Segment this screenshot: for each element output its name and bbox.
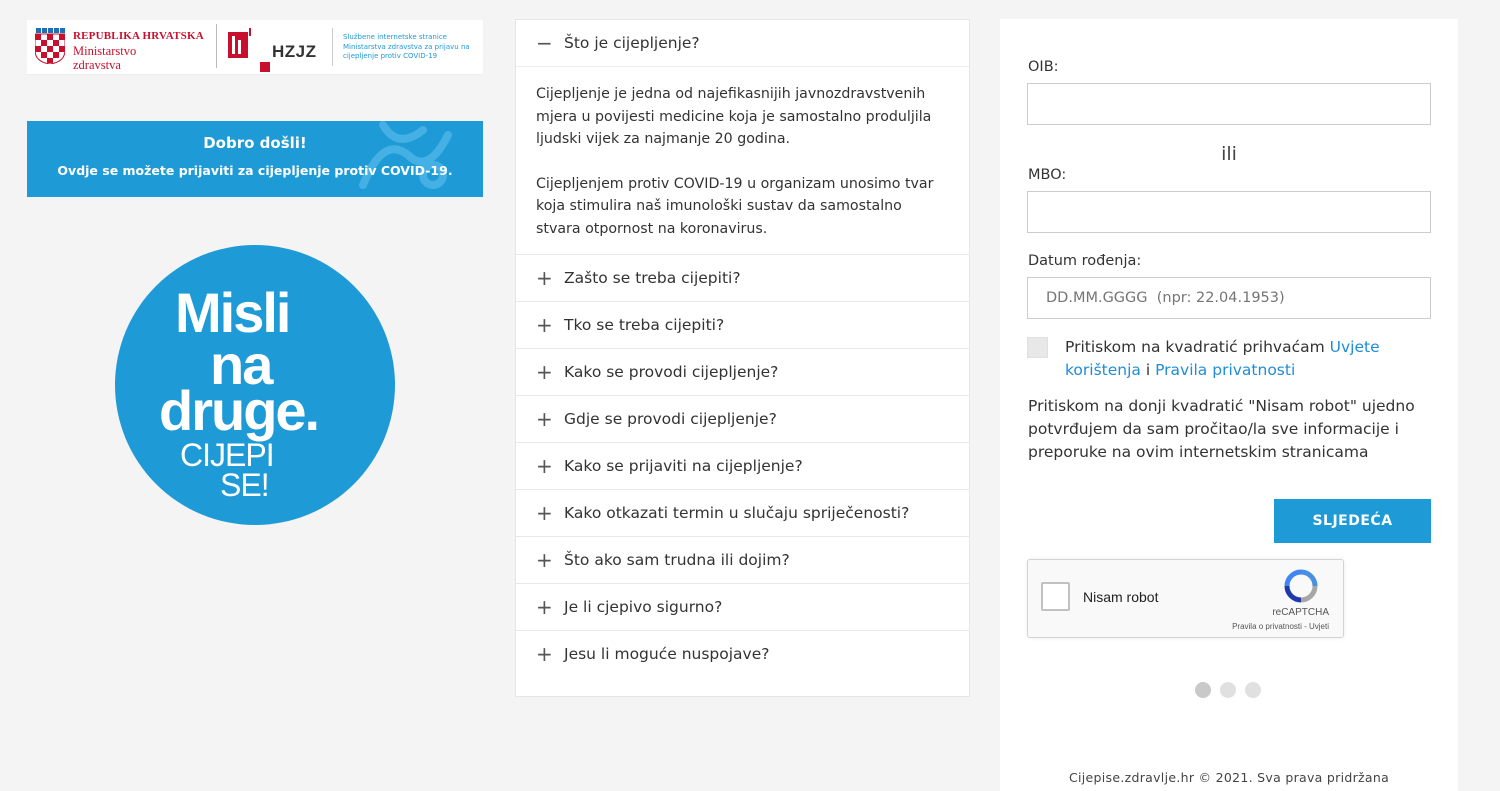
campaign-badge <box>115 245 395 525</box>
recaptcha-brand: reCAPTCHA <box>1272 607 1329 618</box>
expand-icon: + <box>536 548 553 572</box>
faq-item-header[interactable] <box>516 349 969 395</box>
faq-item-title: Jesu li moguće nuspojave? <box>564 645 770 663</box>
step-dot-2 <box>1220 682 1236 698</box>
faq-item-header[interactable] <box>516 302 969 348</box>
welcome-banner <box>27 121 483 197</box>
step-indicator <box>1195 682 1261 698</box>
faq-item-header[interactable] <box>516 396 969 442</box>
expand-icon: + <box>536 501 553 525</box>
welcome-subtitle: Ovdje se možete prijaviti za cijepljenje protiv COVID-19. <box>57 163 453 178</box>
faq-item-header[interactable] <box>516 584 969 630</box>
footer-text: Cijepise.zdravlje.hr © 2021. Sva prava pridržana <box>1068 770 1390 785</box>
recaptcha-logo-icon <box>1283 568 1319 604</box>
faq-item-title: Kako se prijaviti na cijepljenje? <box>564 457 803 475</box>
recaptcha-checkbox[interactable] <box>1041 582 1070 611</box>
ministry-name: Ministarstvo zdravstva <box>73 44 137 72</box>
campaign-text: druge. <box>159 379 319 442</box>
mbo-input[interactable] <box>1027 191 1431 233</box>
expand-icon: + <box>536 407 553 431</box>
campaign-text: Misli <box>175 281 290 344</box>
official-site-text: Službene internetske stranice Ministarstva zdravstva za prijavu na cijepljenje protiv COVID-19 <box>343 33 470 60</box>
faq-item-header[interactable] <box>516 631 969 677</box>
faq-item <box>516 584 969 631</box>
campaign-text: na <box>210 333 272 396</box>
faq-item-open <box>516 20 969 255</box>
expand-icon: + <box>536 595 553 619</box>
expand-icon: + <box>536 360 553 384</box>
terms-text <box>1065 336 1435 382</box>
recaptcha-widget <box>1027 559 1344 638</box>
welcome-title: Dobro došli! <box>203 134 307 152</box>
faq-item <box>516 537 969 584</box>
logo-divider <box>216 24 217 68</box>
terms-checkbox[interactable] <box>1027 337 1048 358</box>
faq-item-header[interactable] <box>516 20 969 66</box>
faq-item-title: Je li cjepivo sigurno? <box>564 598 723 616</box>
faq-item-body <box>516 66 969 254</box>
republic-title: REPUBLIKA HRVATSKA <box>73 30 204 42</box>
faq-item <box>516 255 969 302</box>
terms-link[interactable]: Uvjete korištenja <box>1065 338 1380 379</box>
faq-item-title: Tko se treba cijepiti? <box>564 316 725 334</box>
faq-item-header[interactable] <box>516 255 969 301</box>
ministry-logo[interactable] <box>35 26 215 70</box>
faq-item <box>516 396 969 443</box>
faq-item <box>516 443 969 490</box>
campaign-text: SE! <box>220 467 269 503</box>
faq-item-title: Kako otkazati termin u slučaju spriječenosti? <box>564 504 910 522</box>
campaign-text: CIJEPI <box>180 437 274 473</box>
registration-form <box>1000 19 1458 791</box>
dob-label: Datum rođenja: <box>1028 253 1142 269</box>
faq-item <box>516 302 969 349</box>
terms-prefix: Pritiskom na kvadratić prihvaćam <box>1065 338 1330 356</box>
mbo-label: MBO: <box>1028 167 1067 183</box>
hzjz-logo-icon <box>226 28 270 72</box>
faq-item-title: Zašto se treba cijepiti? <box>564 269 741 287</box>
oib-input[interactable] <box>1027 83 1431 125</box>
collapse-icon: − <box>536 31 553 55</box>
or-text: ili <box>1221 143 1237 165</box>
faq-item <box>516 490 969 537</box>
faq-item-title: Što je cijepljenje? <box>564 34 700 52</box>
terms-join: i <box>1140 361 1156 379</box>
faq-paragraph: Cijepljenje je jedna od najefikasnijih javnozdravstvenih mjera u povijesti medicine koja je samostalno produljila ljudski vijek za najmanje 20 godina. <box>536 86 932 147</box>
expand-icon: + <box>536 454 553 478</box>
faq-item <box>516 349 969 396</box>
faq-item-header[interactable] <box>516 443 969 489</box>
faq-accordion <box>515 19 970 697</box>
hzjz-label: HZJZ <box>272 42 317 61</box>
next-button[interactable]: SLJEDEĆA <box>1274 499 1431 543</box>
step-dot-3 <box>1245 682 1261 698</box>
header-logos <box>27 20 483 75</box>
faq-item-title: Gdje se provodi cijepljenje? <box>564 410 777 428</box>
dob-input[interactable] <box>1027 277 1431 319</box>
robot-note: Pritiskom na donji kvadratić "Nisam robot" ujedno potvrđujem da sam pročitao/la sve informacije i preporuke na ovim internetskim stranicama <box>1028 397 1415 461</box>
step-dot-1 <box>1195 682 1211 698</box>
oib-label: OIB: <box>1028 59 1059 75</box>
faq-item-title: Kako se provodi cijepljenje? <box>564 363 779 381</box>
faq-item <box>516 631 969 677</box>
faq-item-header[interactable] <box>516 490 969 536</box>
expand-icon: + <box>536 642 553 666</box>
logo-divider <box>332 28 333 66</box>
faq-item-header[interactable] <box>516 537 969 583</box>
expand-icon: + <box>536 266 553 290</box>
recaptcha-links[interactable]: Pravila o privatnosti - Uvjeti <box>1232 622 1329 631</box>
expand-icon: + <box>536 313 553 337</box>
faq-paragraph: Cijepljenjem protiv COVID-19 u organizam unosimo tvar koja stimulira naš imunološki sustav da samostalno stvara otpornost na koronavirus. <box>536 175 934 237</box>
faq-item-title: Što ako sam trudna ili dojim? <box>564 551 790 569</box>
privacy-link[interactable]: Pravila privatnosti <box>1155 361 1296 379</box>
croatian-coat-of-arms-icon <box>35 28 65 64</box>
decorative-swirl-icon <box>353 121 463 197</box>
recaptcha-label: Nisam robot <box>1083 589 1159 605</box>
